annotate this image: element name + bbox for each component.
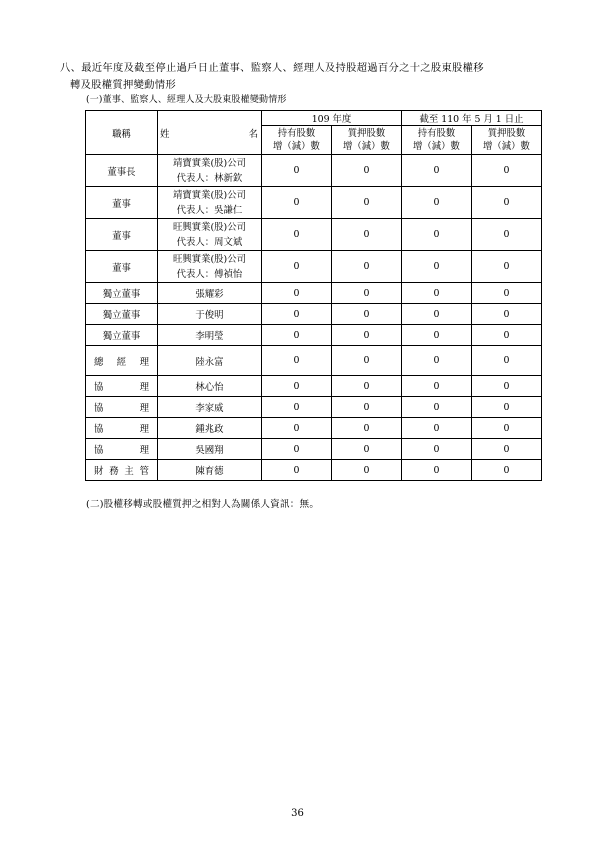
cell-name: [158, 187, 262, 219]
cell-name-line2: 代表人：林新欽: [176, 172, 243, 184]
cell-value: 0: [402, 439, 472, 460]
cell-name: 李明瑩: [158, 325, 262, 346]
cell-value: 0: [332, 439, 402, 460]
cell-value: 0: [262, 155, 332, 187]
cell-value: 0: [402, 397, 472, 418]
col-subheader-line2: 增（減）數: [273, 141, 320, 152]
cell-name-line2: 代表人：吳謙仁: [176, 204, 243, 216]
table-row: [86, 346, 542, 376]
cell-name: 陸永富: [158, 346, 262, 376]
cell-value: 0: [262, 397, 332, 418]
cell-name: 鍾兆政: [158, 418, 262, 439]
cell-name: 陳育德: [158, 460, 262, 481]
cell-value: 0: [472, 346, 542, 376]
cell-value: 0: [472, 187, 542, 219]
cell-value: 0: [402, 376, 472, 397]
col-subheader-line2: 增（減）數: [483, 141, 530, 152]
cell-value: 0: [472, 155, 542, 187]
cell-value: 0: [332, 187, 402, 219]
cell-value: 0: [262, 325, 332, 346]
col-header-period2: 截至 110 年 5 月 1 日止: [402, 111, 542, 126]
cell-title: 獨立董事: [86, 325, 158, 346]
cell-value: 0: [262, 439, 332, 460]
table-row: [86, 219, 542, 251]
cell-value: 0: [402, 460, 472, 481]
col-header-name: [158, 111, 262, 155]
table-row: [86, 325, 542, 346]
cell-title: 獨立董事: [86, 304, 158, 325]
cell-title: 董事: [86, 219, 158, 251]
col-subheader-line1: 持有股數: [417, 128, 456, 139]
cell-value: 0: [262, 304, 332, 325]
cell-name-line1: 旺興實業(股)公司: [173, 221, 246, 233]
cell-value: 0: [402, 418, 472, 439]
cell-value: 0: [472, 219, 542, 251]
cell-value: 0: [402, 187, 472, 219]
cell-value: 0: [402, 346, 472, 376]
col-subheader: [472, 126, 542, 155]
col-subheader-line2: 增（減）數: [343, 141, 390, 152]
related-party-note: (二)股權移轉或股權質押之相對人為關係人資訊：無。: [86, 499, 320, 510]
table-row: [86, 155, 542, 187]
cell-value: 0: [332, 219, 402, 251]
cell-name-line1: 旺興實業(股)公司: [173, 253, 246, 265]
cell-name-line2: 代表人：周文斌: [176, 236, 243, 248]
section-heading-line1: 八、最近年度及截至停止過戶日止董事、監察人、經理人及持股超過百分之十之股東股權移: [60, 62, 484, 74]
cell-title: 財務主管: [86, 460, 158, 481]
table-row: [86, 460, 542, 481]
cell-value: 0: [332, 418, 402, 439]
table-row: [86, 304, 542, 325]
cell-value: 0: [262, 346, 332, 376]
table-row: [86, 283, 542, 304]
section-heading-line2: 轉及股權質押變動情形: [70, 79, 176, 91]
col-subheader: [332, 126, 402, 155]
cell-value: 0: [262, 251, 332, 283]
col-header-name-left: 姓: [160, 128, 170, 140]
cell-value: 0: [402, 304, 472, 325]
col-subheader-line1: 質押股數: [347, 128, 386, 139]
cell-value: 0: [332, 325, 402, 346]
cell-value: 0: [402, 219, 472, 251]
cell-title: 協理: [86, 376, 158, 397]
col-subheader: [402, 126, 472, 155]
cell-name: 張耀彩: [158, 283, 262, 304]
table-row: [86, 251, 542, 283]
cell-value: 0: [472, 397, 542, 418]
cell-value: 0: [262, 460, 332, 481]
cell-name: [158, 219, 262, 251]
cell-value: 0: [402, 325, 472, 346]
cell-name-line2: 代表人：傅禎怡: [176, 268, 243, 280]
cell-title: 獨立董事: [86, 283, 158, 304]
table-row: [86, 376, 542, 397]
equity-change-table: [85, 110, 542, 481]
page-number: 36: [291, 808, 304, 819]
table-row: [86, 397, 542, 418]
col-header-title: 職稱: [86, 111, 158, 155]
table-row: [86, 187, 542, 219]
cell-name-line1: 靖寶實業(股)公司: [173, 157, 246, 169]
cell-value: 0: [472, 325, 542, 346]
cell-value: 0: [472, 376, 542, 397]
col-subheader-line2: 增（減）數: [413, 141, 460, 152]
cell-value: 0: [402, 283, 472, 304]
cell-value: 0: [472, 283, 542, 304]
cell-title: 董事長: [86, 155, 158, 187]
table-header-row: [86, 111, 542, 126]
cell-value: 0: [472, 439, 542, 460]
cell-value: 0: [332, 251, 402, 283]
cell-name: 于俊明: [158, 304, 262, 325]
cell-value: 0: [472, 304, 542, 325]
cell-value: 0: [262, 283, 332, 304]
cell-value: 0: [402, 251, 472, 283]
cell-title: 董事: [86, 187, 158, 219]
cell-value: 0: [262, 187, 332, 219]
cell-value: 0: [472, 251, 542, 283]
cell-value: 0: [262, 219, 332, 251]
cell-value: 0: [332, 397, 402, 418]
cell-name: [158, 251, 262, 283]
cell-name: [158, 155, 262, 187]
cell-value: 0: [262, 376, 332, 397]
table-row: [86, 418, 542, 439]
cell-value: 0: [472, 460, 542, 481]
cell-value: 0: [402, 155, 472, 187]
cell-value: 0: [332, 376, 402, 397]
col-header-name-right: 名: [248, 128, 258, 140]
cell-value: 0: [332, 304, 402, 325]
cell-value: 0: [332, 346, 402, 376]
cell-value: 0: [262, 418, 332, 439]
col-subheader: [262, 126, 332, 155]
cell-value: 0: [332, 283, 402, 304]
section-heading: [60, 60, 550, 94]
cell-title: 總經理: [86, 346, 158, 376]
col-subheader-line1: 持有股數: [277, 128, 316, 139]
cell-name: 林心怡: [158, 376, 262, 397]
cell-title: 董事: [86, 251, 158, 283]
cell-title: 協理: [86, 439, 158, 460]
col-header-period1: 109 年度: [262, 111, 402, 126]
cell-value: 0: [472, 418, 542, 439]
table-row: [86, 439, 542, 460]
cell-name: 吳國翔: [158, 439, 262, 460]
col-subheader-line1: 質押股數: [487, 128, 526, 139]
cell-title: 協理: [86, 397, 158, 418]
cell-name-line1: 靖寶實業(股)公司: [173, 189, 246, 201]
subsection-heading: (一)董事、監察人、經理人及大股東股權變動情形: [86, 95, 287, 105]
cell-value: 0: [332, 155, 402, 187]
cell-value: 0: [332, 460, 402, 481]
cell-title: 協理: [86, 418, 158, 439]
cell-name: 李家威: [158, 397, 262, 418]
